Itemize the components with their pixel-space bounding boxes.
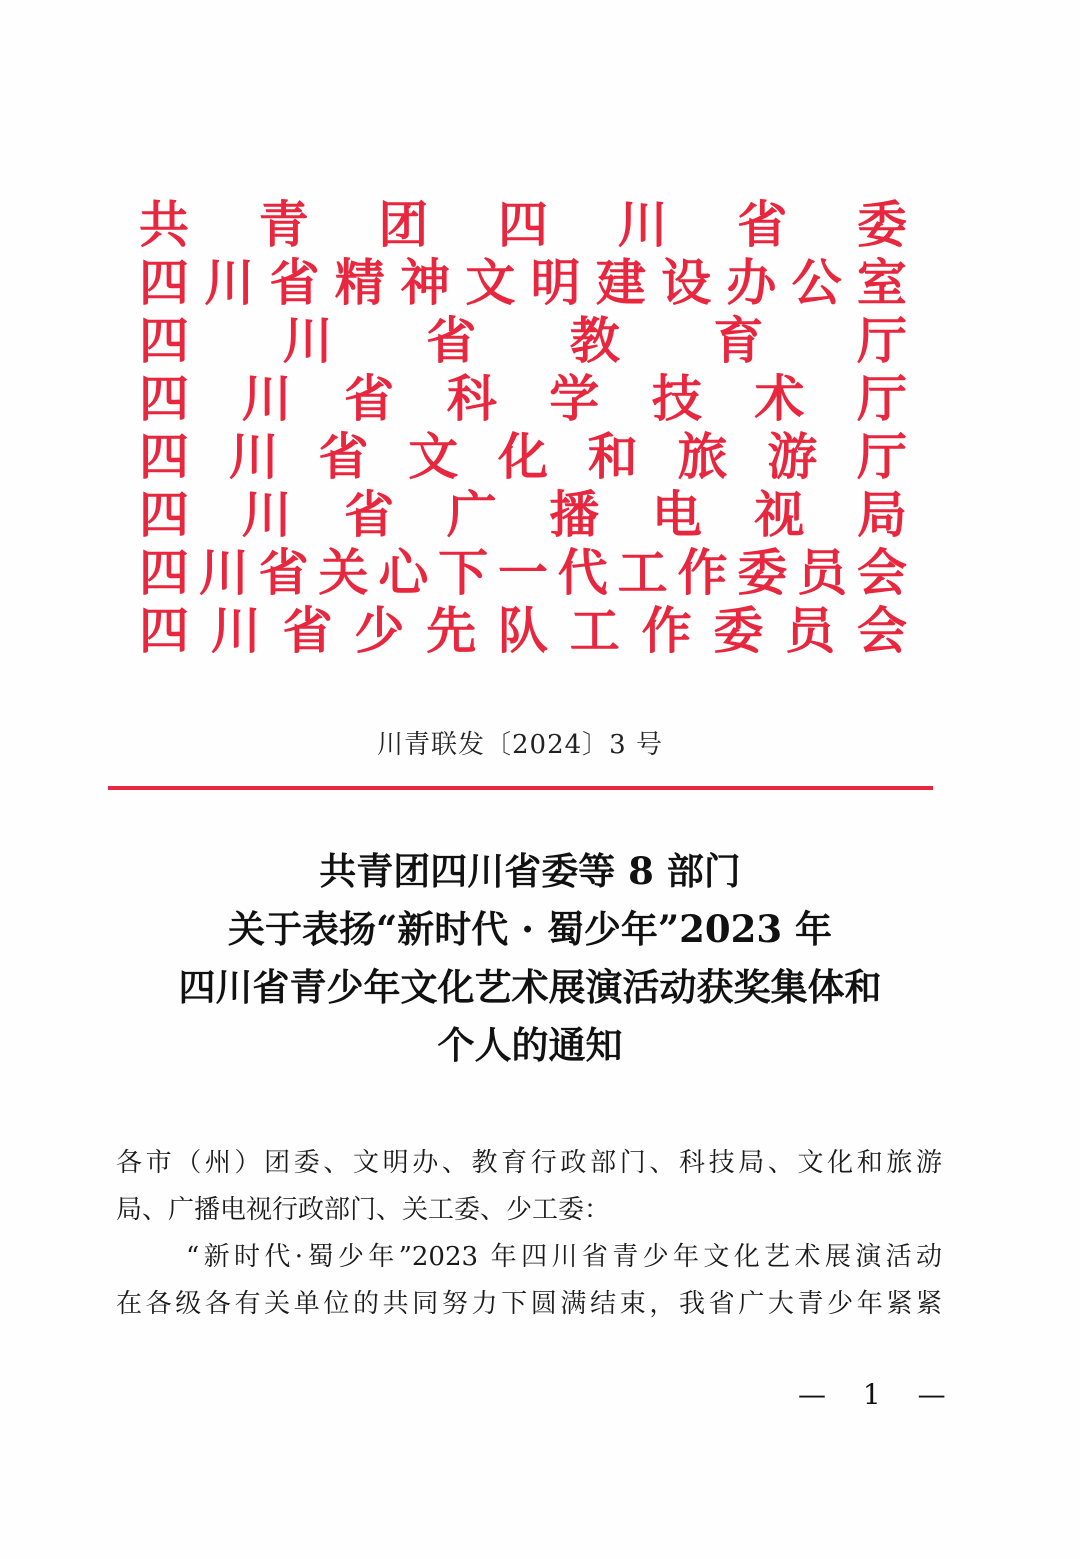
issuer-line-4: [138, 370, 908, 428]
issuer-char: 省: [318, 427, 369, 486]
issuer-char: 少: [354, 601, 405, 660]
issuer-char: 文: [408, 427, 459, 486]
issuer-char: 广: [446, 485, 497, 544]
issuer-char: 四: [139, 253, 189, 312]
page-number: — 1 —: [798, 1378, 960, 1411]
issuer-char: 共: [139, 195, 189, 254]
issuer-char: 精: [334, 253, 385, 312]
issuer-char: 下: [438, 543, 489, 602]
issuer-char: 关: [318, 543, 369, 602]
issuer-char: 四: [139, 311, 189, 370]
issuer-char: 化: [498, 427, 548, 486]
issuer-char: 川: [282, 311, 333, 370]
issuer-char: 游: [767, 427, 818, 486]
issuer-char: 公: [791, 253, 842, 312]
issuer-char: 育: [713, 311, 764, 370]
issuer-char: 视: [754, 485, 805, 544]
issuer-char: 学: [549, 369, 600, 428]
issuer-line-5: [138, 428, 908, 486]
issuer-char: 省: [282, 601, 333, 660]
issuer-char: 省: [258, 543, 309, 602]
issuer-char: 青: [258, 195, 309, 254]
issuer-char: 委: [737, 543, 788, 602]
issuer-char: 四: [139, 369, 189, 428]
issuer-char: 代: [557, 543, 608, 602]
issuer-char: 四: [139, 601, 189, 660]
issuer-char: 省: [344, 485, 395, 544]
issuer-char: 川: [241, 485, 292, 544]
issuer-line-8: [138, 602, 908, 660]
issuer-char: 委: [856, 195, 907, 254]
issuer-char: 团: [378, 195, 429, 254]
issuer-char: 播: [549, 485, 600, 544]
issuer-char: 文: [465, 253, 516, 312]
issuer-char: 科: [446, 369, 497, 428]
body-line-3: “新时代·蜀少年”2023 年四川省青少年文化艺术展演活动: [186, 1242, 942, 1272]
issuer-char: 术: [754, 369, 805, 428]
issuer-line-6: [138, 486, 908, 544]
issuer-line-2: [138, 254, 908, 312]
issuer-char: 省: [269, 253, 320, 312]
issuer-char: 局: [856, 485, 907, 544]
issuer-line-7: [138, 544, 908, 602]
issuer-char: 省: [737, 195, 788, 254]
issuer-char: 一: [497, 543, 548, 602]
document-number: 川青联发〔2024〕3 号: [377, 730, 663, 760]
issuer-char: 四: [139, 543, 189, 602]
issuer-char: 工: [617, 543, 668, 602]
issuer-char: 厅: [856, 311, 907, 370]
issuer-char: 技: [651, 369, 702, 428]
issuer-line-1: [138, 196, 908, 254]
title-line-4: 个人的通知: [437, 1023, 623, 1067]
issuer-line-3: [138, 312, 908, 370]
issuer-char: 旅: [677, 427, 728, 486]
issuer-char: 和: [587, 427, 638, 486]
issuer-char: 神: [400, 253, 451, 312]
issuer-char: 员: [797, 543, 848, 602]
issuer-char: 省: [344, 369, 395, 428]
body-line-4: 在各级各有关单位的共同努力下圆满结束，我省广大青少年紧紧: [116, 1289, 942, 1319]
issuer-char: 心: [378, 543, 429, 602]
issuer-char: 明: [530, 253, 581, 312]
body-line-2: 局、广播电视行政部门、关工委、少工委：: [116, 1195, 611, 1225]
title-line-3: 四川省青少年文化艺术展演活动获奖集体和: [178, 965, 882, 1009]
issuer-char: 作: [677, 543, 728, 602]
issuer-char: 川: [198, 543, 249, 602]
issuer-char: 室: [856, 253, 907, 312]
issuer-char: 川: [210, 601, 261, 660]
issuer-char: 队: [497, 601, 548, 660]
document-body: [116, 1140, 942, 1328]
body-line-1: 各市（州）团委、文明办、教育行政部门、科技局、文化和旅游: [116, 1148, 942, 1178]
issuer-char: 厅: [856, 369, 907, 428]
issuer-char: 工: [569, 601, 620, 660]
issuer-char: 四: [139, 485, 189, 544]
issuer-char: 办: [726, 253, 777, 312]
issuer-char: 川: [204, 253, 255, 312]
issuer-char: 先: [426, 601, 477, 660]
red-divider-line: [108, 786, 933, 790]
issuer-char: 省: [426, 311, 477, 370]
issuer-char: 委: [713, 601, 764, 660]
issuing-authorities-header: [138, 196, 908, 660]
issuer-char: 厅: [857, 427, 907, 486]
issuer-char: 作: [641, 601, 692, 660]
document-title: [100, 842, 960, 1074]
title-line-1: 共青团四川省委等 8 部门: [319, 849, 741, 893]
issuer-char: 员: [785, 601, 836, 660]
issuer-char: 建: [595, 253, 646, 312]
issuer-char: 四: [497, 195, 548, 254]
issuer-char: 四: [139, 427, 189, 486]
issuer-char: 川: [241, 369, 292, 428]
issuer-char: 会: [856, 543, 907, 602]
issuer-char: 教: [569, 311, 620, 370]
issuer-char: 电: [651, 485, 702, 544]
issuer-char: 设: [661, 253, 712, 312]
issuer-char: 会: [856, 601, 907, 660]
issuer-char: 川: [617, 195, 668, 254]
issuer-char: 川: [228, 427, 279, 486]
title-line-2: 关于表扬“新时代 · 蜀少年”2023 年: [227, 907, 833, 951]
